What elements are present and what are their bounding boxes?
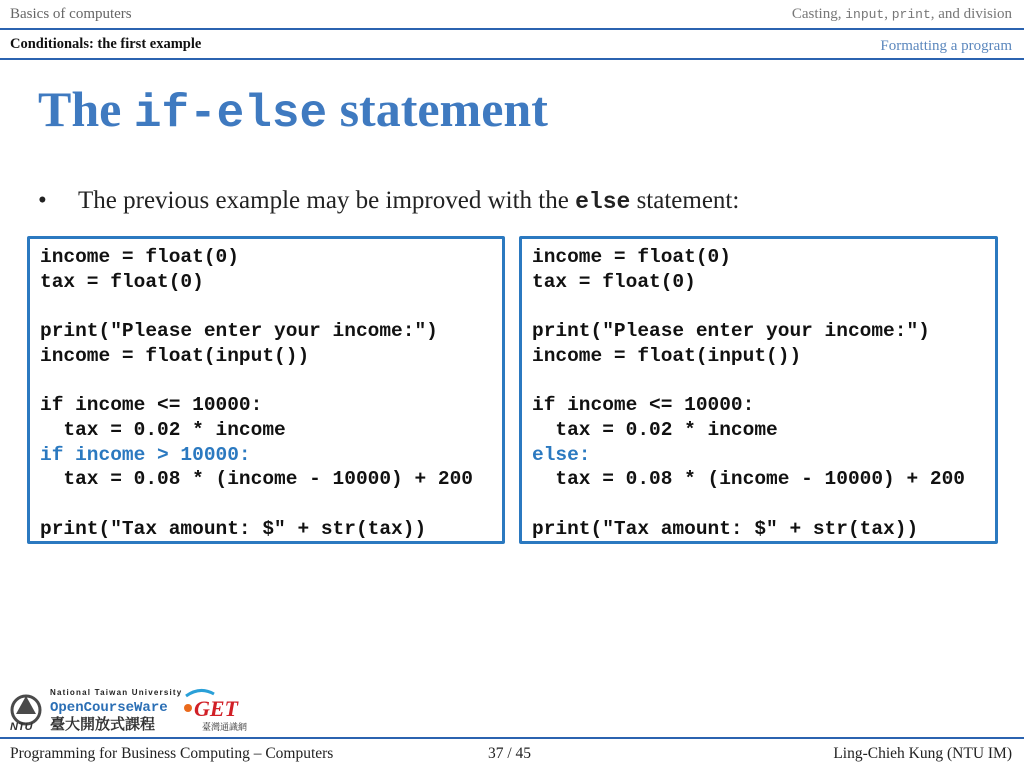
- logo-ocw-text: OpenCourseWare: [50, 700, 168, 716]
- logo-get-text: GET: [194, 696, 238, 721]
- code-line: if income <= 10000:: [40, 394, 263, 417]
- subsection-link[interactable]: Conditionals: the first example: [10, 36, 202, 52]
- nav-sep: ,: [884, 6, 888, 22]
- svg-text:NTU: NTU: [10, 721, 33, 733]
- code-line: [532, 294, 995, 319]
- code-block-if-else: [519, 236, 998, 544]
- code-line: [40, 368, 502, 393]
- code-line: tax = 0.08 * (income - 10000) + 200: [532, 468, 965, 491]
- code-line: income = float(input()): [40, 344, 310, 367]
- nav-suffix: , and division: [930, 6, 1012, 22]
- code-line: tax = 0.02 * income: [40, 418, 286, 441]
- code-line: income = float(input()): [532, 344, 802, 367]
- code-line: tax = 0.08 * (income - 10000) + 200: [40, 468, 473, 491]
- bullet-text-end: statement:: [636, 187, 740, 214]
- code-line: if income <= 10000:: [532, 394, 755, 417]
- nav-code-print: print: [891, 7, 931, 22]
- code-line: [532, 368, 995, 393]
- title-code: if-else: [133, 88, 328, 140]
- code-line-highlighted: else:: [532, 443, 591, 466]
- code-line: print("Please enter your income:"): [40, 320, 438, 343]
- ntu-emblem-icon: [10, 696, 40, 733]
- bullet-dot-icon: •: [38, 187, 47, 214]
- code-line: [40, 294, 502, 319]
- footer-divider: [0, 737, 1024, 739]
- next-subsection-link[interactable]: Formatting a program: [880, 38, 1012, 54]
- next-section-link[interactable]: [792, 6, 1012, 23]
- ocw-logo: [8, 682, 258, 734]
- section-link[interactable]: Basics of computers: [10, 6, 132, 22]
- code-line: tax = 0.02 * income: [532, 418, 778, 441]
- page-number: 37 / 45: [488, 745, 532, 762]
- logo-ocw-chinese-text: 臺大開放式課程: [50, 715, 156, 733]
- logo-university-text: National Taiwan University: [50, 688, 183, 697]
- footer-author: Ling-Chieh Kung (NTU IM): [833, 745, 1012, 762]
- nav-code-input: input: [845, 7, 885, 22]
- bullet-item: [38, 185, 739, 218]
- logo-get-sub-text: 臺灣通識網: [202, 723, 248, 733]
- code-line: income = float(0): [532, 246, 731, 268]
- nav-prefix: Casting,: [791, 6, 842, 22]
- code-line: [40, 492, 502, 517]
- code-line-highlighted: if income > 10000:: [40, 443, 251, 466]
- slide-title: [38, 78, 548, 145]
- code-line: print("Tax amount: $" + str(tax)): [532, 517, 919, 540]
- bullet-keyword: else: [575, 189, 631, 215]
- subheader-divider: [0, 58, 1024, 60]
- header-top: [0, 0, 1024, 28]
- code-line: print("Tax amount: $" + str(tax)): [40, 517, 427, 540]
- bullet-text: The previous example may be improved with the: [78, 187, 569, 214]
- get-logo-icon: [184, 690, 247, 733]
- footer-course: Programming for Business Computing – Computers: [10, 745, 334, 762]
- code-line: print("Please enter your income:"): [532, 320, 930, 343]
- code-line: tax = float(0): [40, 270, 204, 293]
- title-suffix: statement: [339, 81, 548, 137]
- header-sub: [0, 30, 1024, 58]
- code-block-if-if: [27, 236, 505, 544]
- title-prefix: The: [38, 81, 122, 137]
- code-line: income = float(0): [40, 246, 239, 268]
- code-line: [532, 492, 995, 517]
- code-line: tax = float(0): [532, 270, 696, 293]
- logos: [8, 682, 258, 734]
